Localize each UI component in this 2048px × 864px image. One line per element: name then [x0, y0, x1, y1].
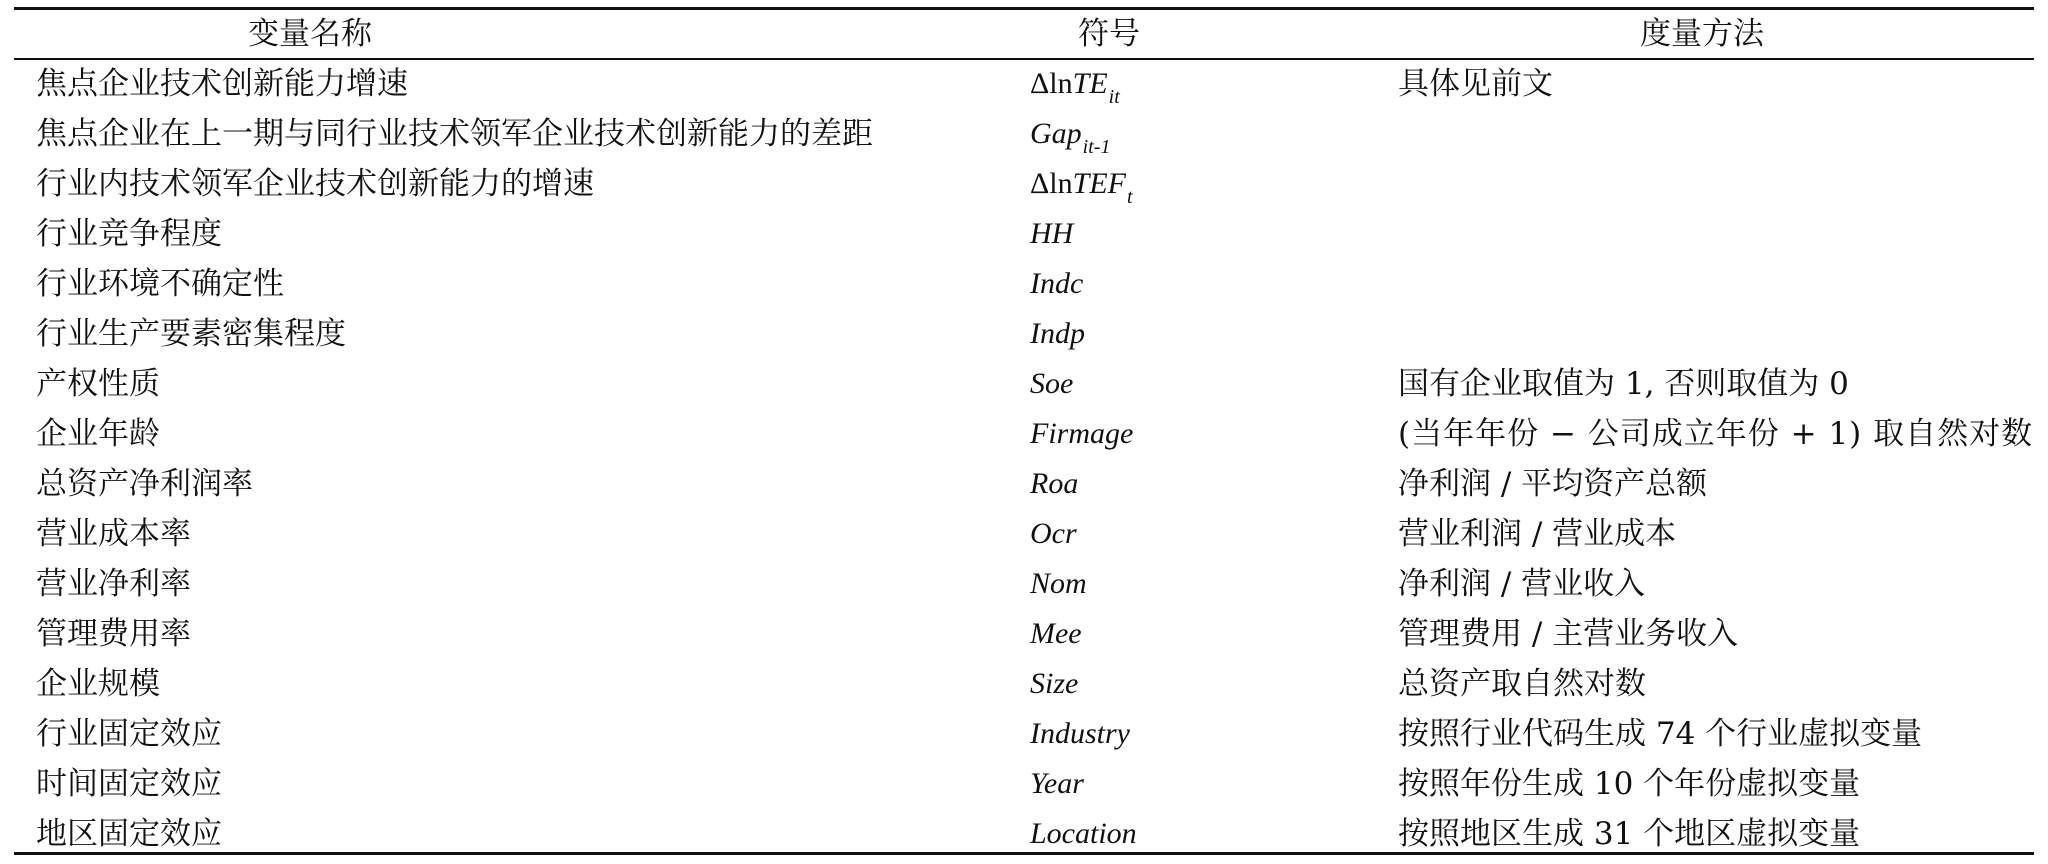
measurement-method-cell: 净利润 / 平均资产总额 [1398, 466, 1708, 502]
symbol-prefix: Δln [1030, 167, 1073, 200]
measurement-method-cell: 总资产取自然对数 [1398, 666, 1646, 702]
measurement-method-cell: 按照年份生成 10 个年份虚拟变量 [1398, 766, 1861, 802]
symbol-main: Year [1030, 767, 1084, 800]
table-row [0, 462, 2048, 512]
symbol-main: Ocr [1030, 517, 1077, 550]
symbol-main: Nom [1030, 567, 1087, 600]
symbol-subscript: it [1108, 86, 1120, 108]
symbol-main: Indp [1030, 317, 1085, 350]
symbol-main: TEF [1072, 167, 1126, 200]
symbol-cell [1030, 612, 1082, 662]
header-variable-name: 变量名称 [248, 16, 372, 52]
variable-name-cell: 企业规模 [36, 666, 160, 702]
symbol-main: Gap [1030, 117, 1082, 150]
symbol-main: Firmage [1030, 417, 1134, 450]
variable-name-cell: 行业固定效应 [36, 716, 222, 752]
symbol-main: Location [1030, 817, 1137, 850]
table-row [0, 412, 2048, 462]
symbol-main: Size [1030, 667, 1079, 700]
table-row [0, 712, 2048, 762]
variable-name-cell: 管理费用率 [36, 616, 191, 652]
symbol-main: Mee [1030, 617, 1082, 650]
symbol-main: HH [1030, 217, 1074, 250]
table-row [0, 362, 2048, 412]
measurement-method-cell: 按照地区生成 31 个地区虚拟变量 [1398, 816, 1861, 852]
table-row [0, 612, 2048, 662]
symbol-cell [1030, 712, 1130, 762]
symbol-cell [1030, 62, 1120, 112]
symbol-cell [1030, 562, 1087, 612]
table-row [0, 112, 2048, 162]
symbol-main: Soe [1030, 367, 1074, 400]
measurement-method-cell: 营业利润 / 营业成本 [1398, 516, 1677, 552]
symbol-cell [1030, 112, 1110, 162]
variable-name-cell: 总资产净利润率 [36, 466, 253, 502]
table-top-rule [14, 7, 2034, 10]
variable-name-cell: 行业环境不确定性 [36, 266, 284, 302]
symbol-cell [1030, 762, 1084, 812]
measurement-method-cell: 国有企业取值为 1, 否则取值为 0 [1398, 366, 1849, 402]
table-row [0, 562, 2048, 612]
symbol-cell [1030, 512, 1077, 562]
symbol-cell [1030, 362, 1073, 412]
measurement-method-cell: 净利润 / 营业收入 [1398, 566, 1646, 602]
table-header-rule [14, 58, 2034, 60]
table-row [0, 262, 2048, 312]
variable-name-cell: 产权性质 [36, 366, 160, 402]
table-row [0, 512, 2048, 562]
symbol-main: TE [1072, 67, 1108, 100]
symbol-cell [1030, 412, 1133, 462]
symbol-prefix: Δln [1030, 67, 1073, 100]
symbol-subscript: t [1126, 186, 1133, 208]
header-symbol: 符号 [1078, 16, 1140, 52]
symbol-cell [1030, 462, 1078, 512]
table-body [0, 62, 2048, 862]
variable-name-cell: 企业年龄 [36, 416, 160, 452]
table-row [0, 662, 2048, 712]
symbol-main: Industry [1030, 717, 1130, 750]
variable-name-cell: 焦点企业技术创新能力增速 [36, 66, 408, 102]
variable-name-cell: 地区固定效应 [36, 816, 222, 852]
symbol-cell [1030, 162, 1133, 212]
symbol-main: Indc [1030, 267, 1084, 300]
variable-name-cell: 行业竞争程度 [36, 216, 222, 252]
variable-name-cell: 营业成本率 [36, 516, 191, 552]
symbol-cell [1030, 262, 1083, 312]
table-row [0, 312, 2048, 362]
measurement-method-cell: 管理费用 / 主营业务收入 [1398, 616, 1739, 652]
variable-name-cell: 行业生产要素密集程度 [36, 316, 346, 352]
table-bottom-rule [14, 852, 2034, 855]
symbol-main: Roa [1030, 467, 1079, 500]
symbol-cell [1030, 662, 1078, 712]
variable-name-cell: 焦点企业在上一期与同行业技术领军企业技术创新能力的差距 [36, 116, 873, 152]
symbol-subscript: it-1 [1082, 136, 1111, 158]
measurement-method-cell: 按照行业代码生成 74 个行业虚拟变量 [1398, 716, 1923, 752]
table-row [0, 762, 2048, 812]
symbol-cell [1030, 212, 1073, 262]
variable-name-cell: 时间固定效应 [36, 766, 222, 802]
symbol-cell [1030, 312, 1085, 362]
header-measurement-method: 度量方法 [1640, 16, 1764, 52]
variable-name-cell: 行业内技术领军企业技术创新能力的增速 [36, 166, 594, 202]
table-row [0, 162, 2048, 212]
measurement-method-cell: (当年年份 − 公司成立年份 + 1) 取自然对数 [1398, 416, 2034, 452]
measurement-method-cell: 具体见前文 [1398, 66, 1553, 102]
table-row [0, 62, 2048, 112]
variable-name-cell: 营业净利率 [36, 566, 191, 602]
table-row [0, 212, 2048, 262]
